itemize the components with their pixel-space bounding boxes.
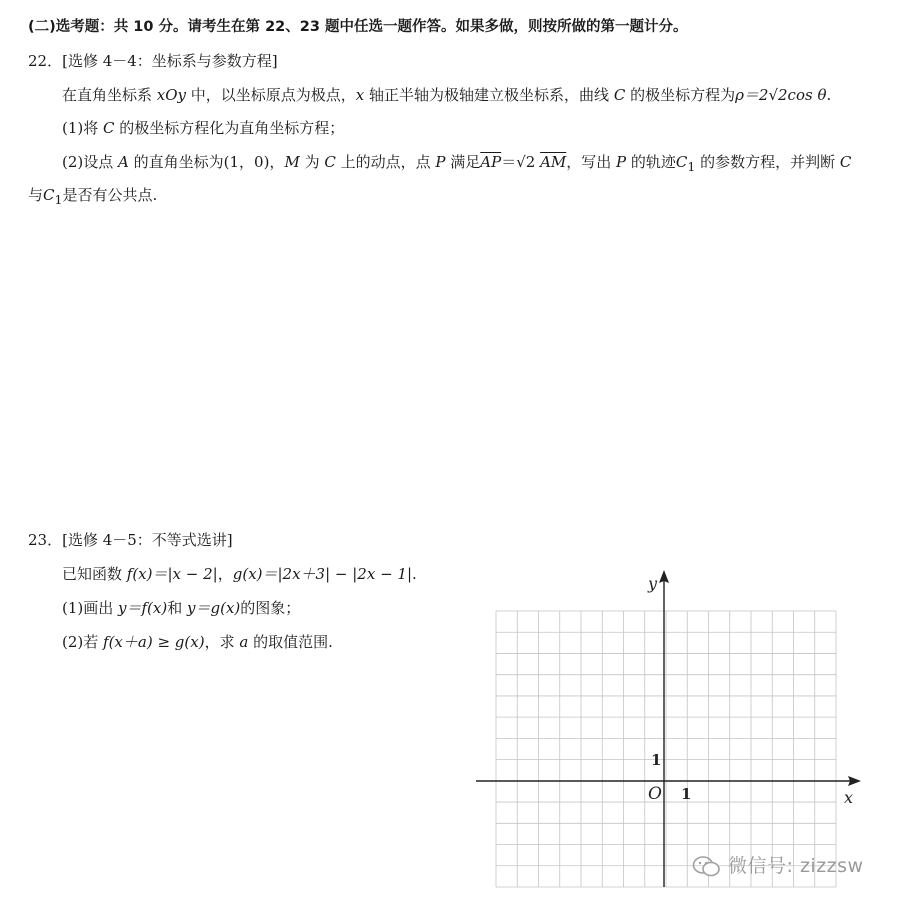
y-axis-label: y [648,574,658,593]
q22-p1-b: C [103,119,115,137]
q23-p2-a: (2)若 [62,633,104,651]
q22-stem-b: xOy [156,86,187,104]
q22-stem-h: ρ＝2√2cos θ [735,86,827,104]
q22-p1-c: 的极坐标方程化为直角坐标方程； [114,119,345,137]
q22-stem-d: x [355,86,365,104]
q23-stem-c: ， [217,565,233,583]
q23-p1-c: 和 [167,599,188,617]
q23-stem [62,564,417,584]
q22-p2-w: 是否有公共点. [62,186,158,204]
q23-p1-d: y＝g(x) [187,599,241,617]
q22-p2-r: 的参数方程，并判断 [695,153,840,171]
q22-p2-q: 1 [687,159,696,174]
q22-p2-b: A [118,153,129,171]
q23-p2-c: ，求 [204,633,240,651]
q23-p1-b: y＝f(x) [118,599,168,617]
q22-stem [62,85,831,105]
q23-stem-a: 已知函数 [62,565,127,583]
origin-label: O [648,784,662,804]
q22-p1-a: (1)将 [62,119,104,137]
q22-stem-g: 的极坐标方程为 [625,86,736,104]
q23-stem-d: g(x)＝|2x＋3| − |2x − 1| [232,565,413,583]
q22-p2-n: P [616,153,627,171]
section-header: (二)选考题：共 10 分。请考生在第 22、23 题中任选一题作答。如果多做，则按所做的第一题计分。 [28,19,688,35]
q23-part1 [62,598,300,618]
q22-part2 [62,152,851,177]
q23-title: 23．[选修 4－5：不等式选讲] [28,531,233,549]
q23-p2-d: a [239,633,249,651]
q23-p2-e: 的取值范围. [248,633,333,651]
q22-p2-i: 满足 [445,153,481,171]
q23-p1-a: (1)画出 [62,599,119,617]
q23-stem-e: . [412,565,417,583]
grid-lines [496,611,836,887]
q22-p2-h: P [435,153,446,171]
q22-p2-m: ，写出 [566,153,617,171]
coordinate-grid [470,565,870,895]
vector-ap: $\overline{AP}$ [480,153,502,171]
q22-stem-a: 在直角坐标系 [62,86,157,104]
q22-part1 [62,118,344,138]
q22-p2-a: (2)设点 [62,153,119,171]
q22-p2-v: 1 [54,192,63,207]
q22-p2-d: M [284,153,300,171]
q23-part2 [62,632,333,652]
q22-p2-o: 的轨迹 [626,153,676,171]
vector-am: $\overline{AM}$ [540,153,567,171]
q22-p2-t: 与 [28,186,44,204]
q22-p2-f: C [324,153,336,171]
wechat-icon [692,855,722,877]
watermark-text: 微信号: zizzsw [728,855,864,877]
q22-p2-p: C [675,153,688,171]
q23-p2-b: f(x＋a) ≥ g(x) [103,633,205,651]
q22-p2-k: ＝√2 [501,153,541,171]
q22-stem-i: . [826,86,832,104]
x-axis-label: x [844,788,854,807]
unit-x-label: 1 [681,785,692,803]
q22-stem-f: C [613,86,626,104]
q22-p2-s: C [839,153,852,171]
q23-p1-e: 的图象； [240,599,301,617]
q22-part2-cont [28,185,157,210]
q22-p2-g: 上的动点，点 [335,153,436,171]
q22-p2-c: 的直角坐标为(1，0)， [128,153,285,171]
q22-p2-e: 为 [299,153,325,171]
q22-stem-e: 轴正半轴为极轴建立极坐标系，曲线 [364,86,614,104]
q22-title: 22．[选修 4－4：坐标系与参数方程] [28,52,278,70]
q22-stem-c: 中，以坐标原点为极点， [186,86,356,104]
q23-stem-b: f(x)＝|x − 2| [126,565,218,583]
unit-y-label: 1 [651,751,662,769]
q22-p2-u: C [43,186,55,204]
